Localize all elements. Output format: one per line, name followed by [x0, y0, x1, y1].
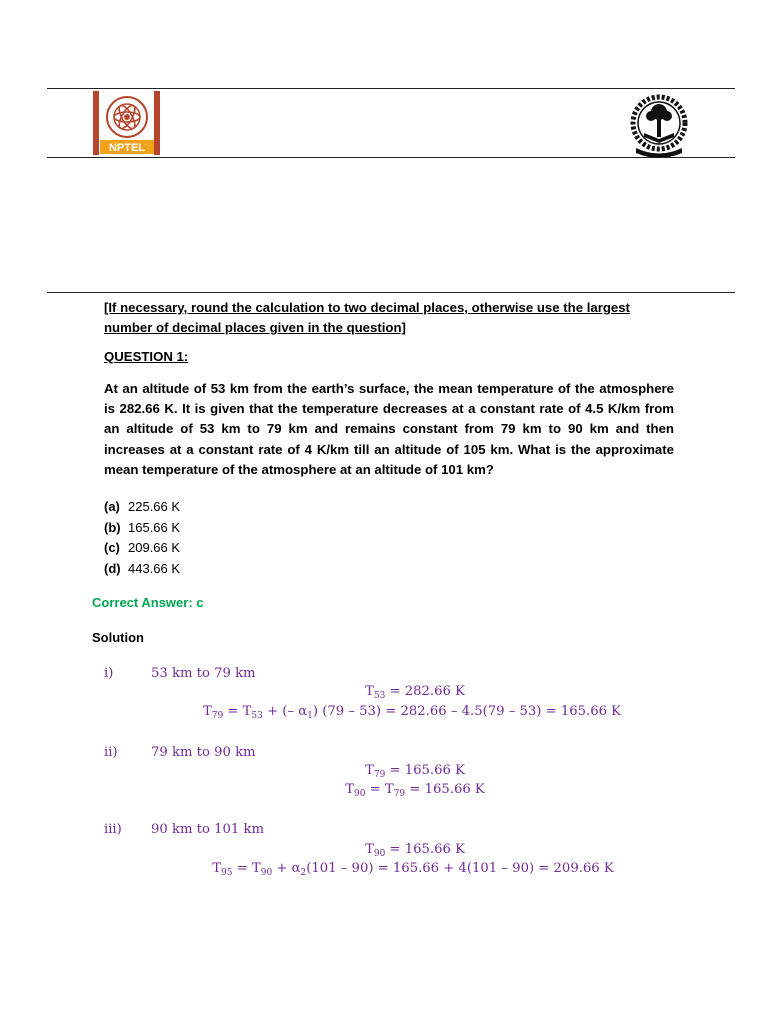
step-number: ii) — [104, 745, 118, 760]
step-range: 79 km to 90 km — [151, 745, 256, 760]
step-number: iii) — [104, 822, 122, 837]
solution-step-2-eq2: $T_{90} = T_{79} = 165.66$ K — [345, 782, 485, 799]
solution-step-2-eq1: $T_{79} = 165.66$ K — [365, 763, 465, 780]
solution-step-1-eq2: $T_{79} = T_{53}$ + (– $\alpha_1$) (79 – 53) = 282.66 – 4.5(79 – 53) = 165.66 K — [202, 704, 622, 721]
option-a — [104, 497, 674, 518]
nptel-logo-text: NPTEL — [108, 142, 146, 154]
question-text: At an altitude of 53 km from the earth’s surface, the mean temperature of the atmosphere is 282.66 K. It is given that the temperature decreases at a constant rate of 4.5 K/km from an altitude of 53 km to 79 km and remains constant from 79 km to 90 km and then increases at a constant rate of 4 K/km till an altitude of 105 km. What is the approximate mean temperature of the atmosphere at an altitude of 101 km? — [104, 381, 674, 477]
correct-answer: Correct Answer: c — [92, 595, 204, 610]
solution-step-1-heading — [104, 666, 256, 681]
option-list — [104, 497, 674, 579]
option-b — [104, 518, 674, 539]
option-c — [104, 538, 674, 559]
step-range: 90 km to 101 km — [151, 822, 264, 837]
rounding-instruction: [If necessary, round the calculation to two decimal places, otherwise use the largest number of decimal places given in the question] — [104, 300, 630, 336]
nptel-logo — [92, 89, 162, 157]
iit-kharagpur-emblem-icon — [626, 93, 692, 157]
step-range: 53 km to 79 km — [151, 666, 256, 681]
option-key: (c) — [104, 540, 120, 555]
option-value: 209.66 K — [128, 540, 181, 555]
step-number: i) — [104, 666, 114, 681]
option-key: (a) — [104, 499, 120, 514]
option-value: 165.66 K — [128, 519, 181, 535]
solution-step-3-eq1: $T_{90} = 165.66$ K — [365, 842, 465, 859]
option-value: 225.66 K — [128, 499, 181, 514]
solution-label: Solution — [92, 630, 144, 645]
solution-step-3-eq2: $T_{95} = T_{90} + \alpha_2(101 - 90) = 165.66 + 4(101 - 90) = 209.66$ K — [212, 861, 614, 878]
question-label: QUESTION 1: — [104, 349, 189, 364]
option-d — [104, 559, 674, 580]
option-key: (b) — [104, 519, 121, 535]
header-bottom-rule — [47, 157, 735, 158]
solution-step-3-heading — [104, 822, 264, 837]
option-key: (d) — [104, 560, 121, 576]
section-rule — [47, 292, 735, 293]
solution-step-1-eq1: $T_{53} = 282.66$ K — [365, 684, 465, 701]
solution-step-2-heading — [104, 745, 256, 760]
option-value: 443.66 K — [128, 560, 181, 576]
